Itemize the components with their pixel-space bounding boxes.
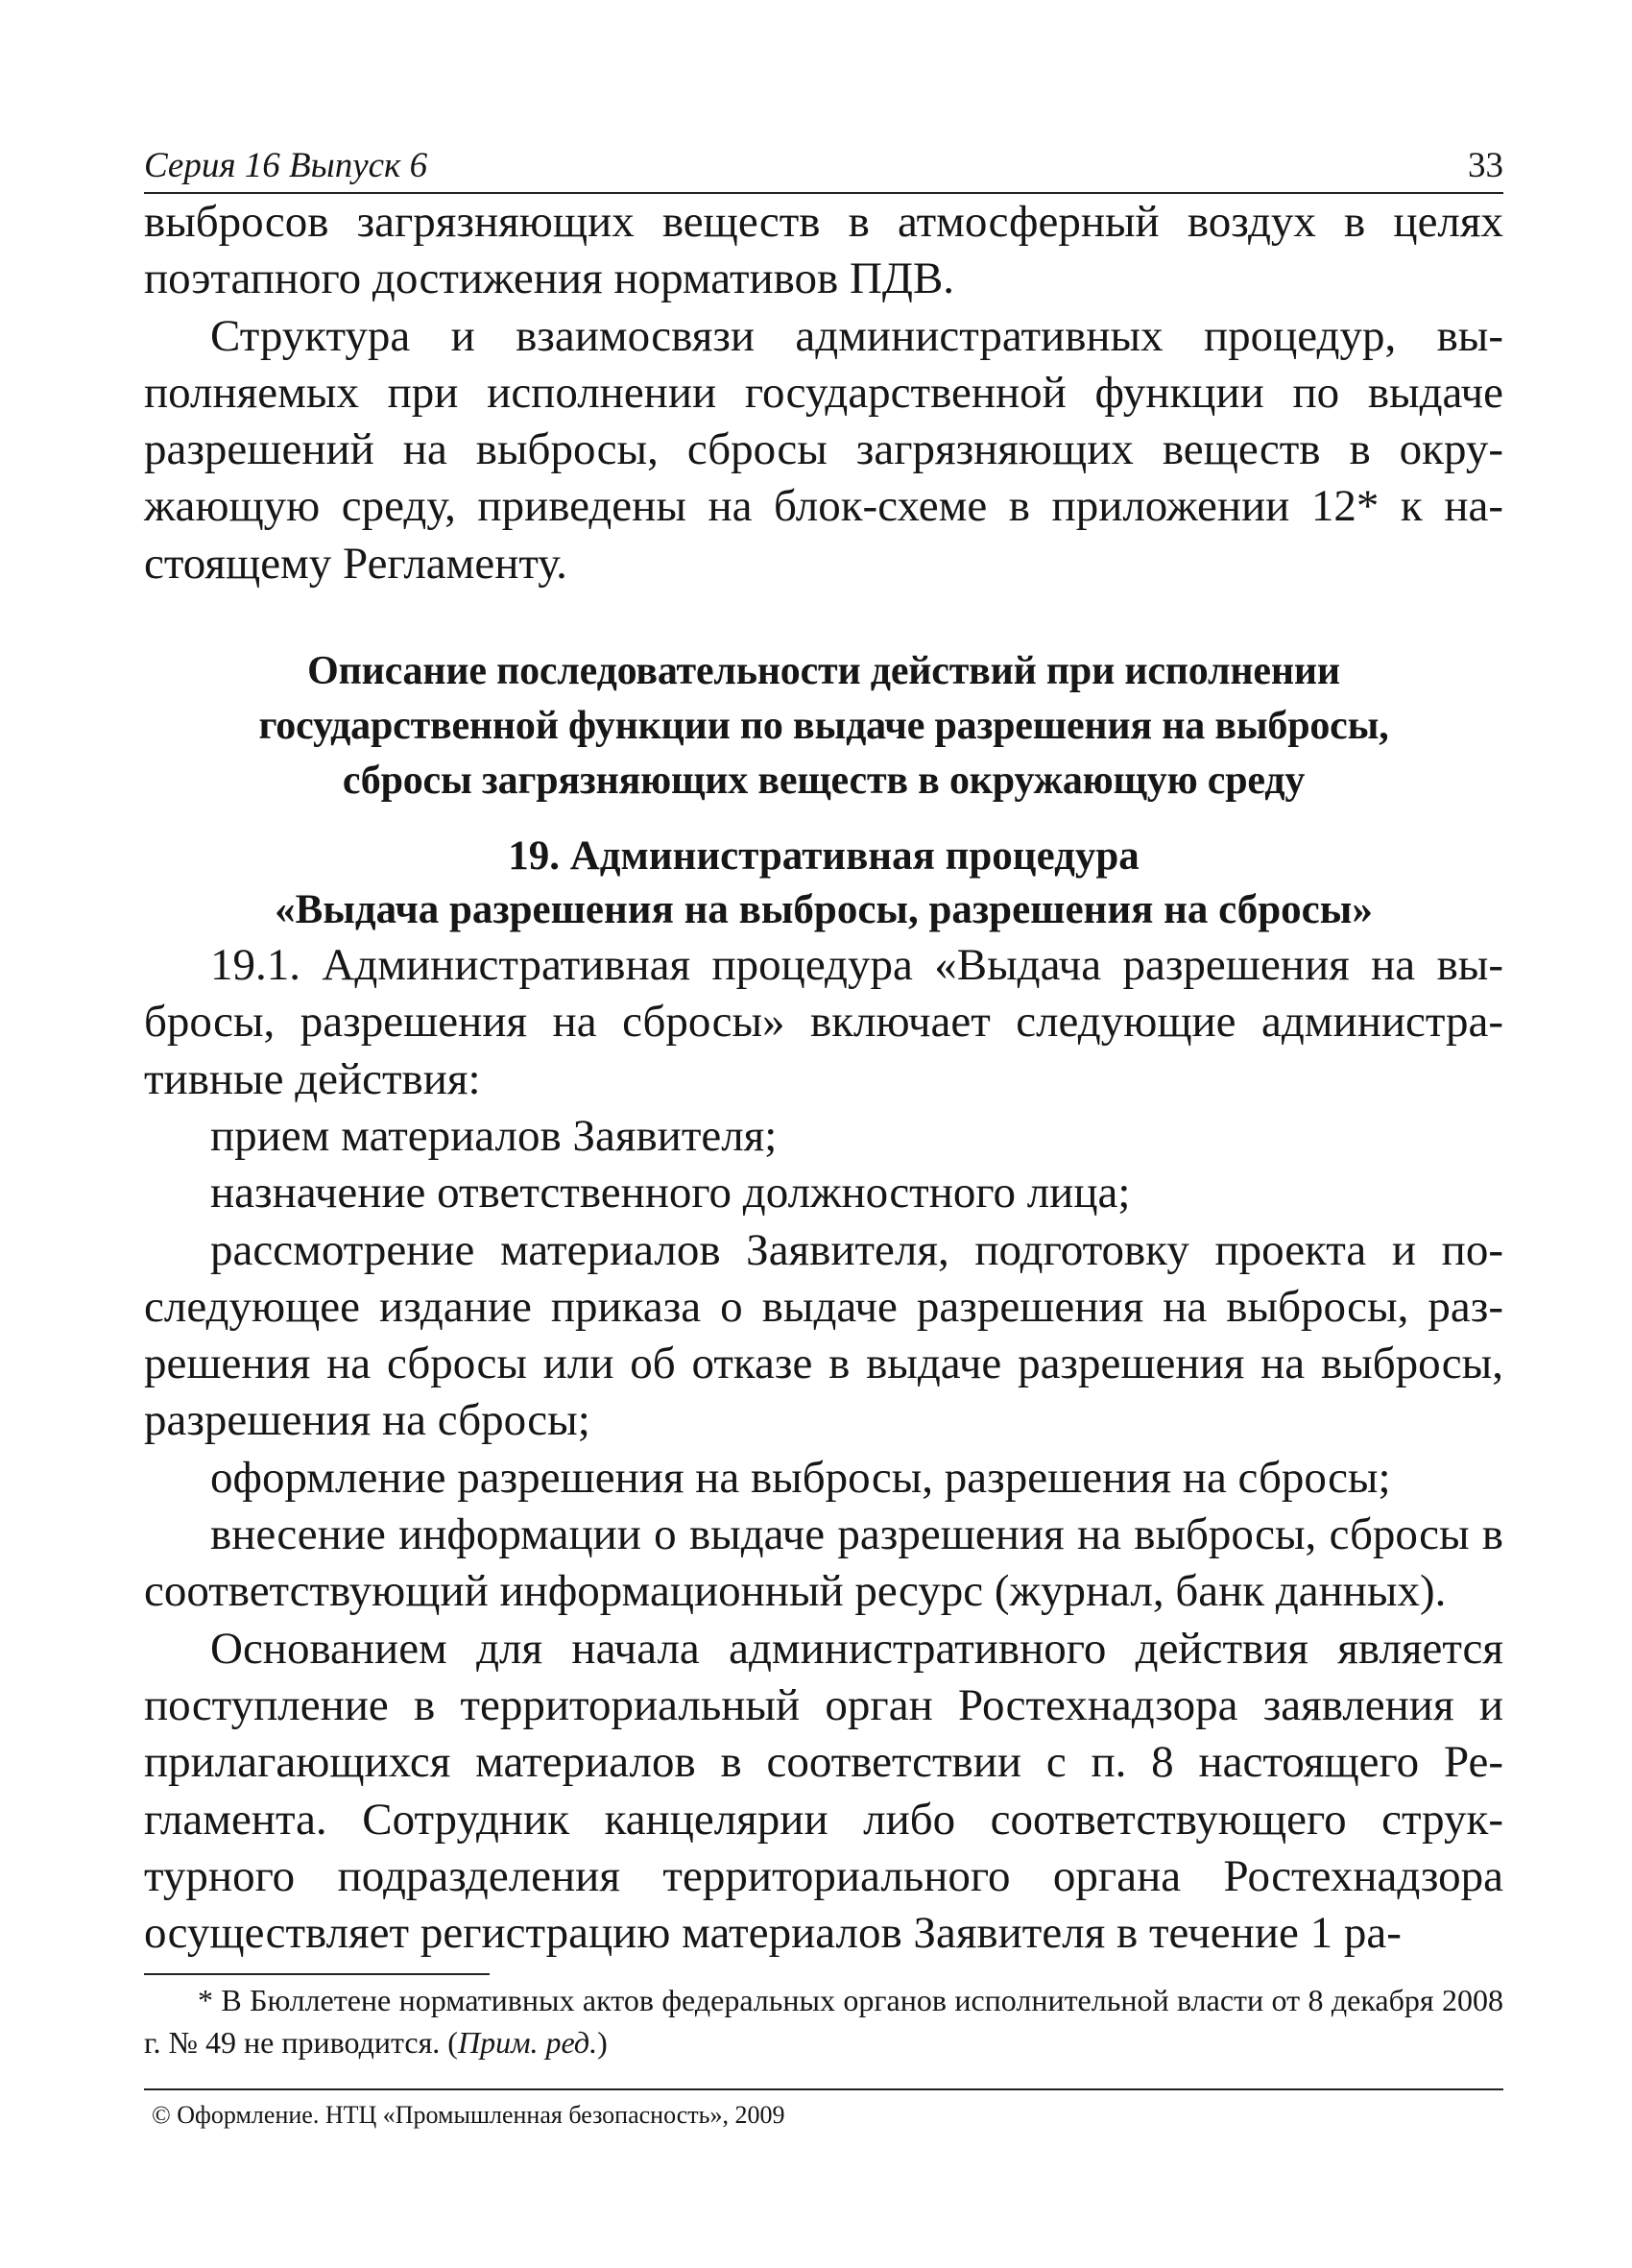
paragraph-structure: Структура и взаимосвязи административных процедур, выполняемых при исполнении государственной функции по выдаче разрешений на выбросы, сбросы загрязняющих веществ в окружающую среду, приведены на блок-схеме в приложении 12* к настоящему Регламенту. (144, 310, 1503, 589)
action-item: прием материалов Заявителя; (210, 1110, 778, 1161)
footnote-text: * В Бюллетене нормативных актов федеральных органов исполнительной власти от 8 декабря 2008 г. № 49 не приводится. ( (144, 1983, 1503, 2061)
paragraph-19-1: 19.1. Административная процедура «Выдача разрешения на выбросы, разрешения на сбросы» включает следующие административные действия: (144, 940, 1503, 1104)
series-title: Серия 16 Выпуск 6 (144, 146, 428, 185)
footnote-divider (144, 1973, 490, 1975)
paragraph-intro: выбросов загрязняющих веществ в атмосферный воздух в целях поэтапного достижения нормативов ПДВ. (144, 197, 1503, 304)
paragraph-basis: Основанием для начала административного действия является поступление в территориальный орган Ростехнадзора заявления и прилагающихся материалов в соответствии с п. 8 настоящего Регламента. Сотрудник канцелярии либо соответствующего структурного подразделения территориального органа Ростехнадзора осуществляет регистрацию материалов Заявителя в течение 1 ра- (144, 1623, 1503, 1959)
action-item: оформление разрешения на выбросы, разрешения на сбросы; (210, 1452, 1391, 1503)
action-item: назначение ответственного должностного лица; (210, 1168, 1131, 1218)
section-heading-line: государственной функции по выдаче разрешения на выбросы, (258, 704, 1389, 749)
procedure-heading-line: «Выдача разрешения на выбросы, разрешения на сбросы» (275, 887, 1373, 933)
section-heading-line: сбросы загрязняющих веществ в окружающую среду (342, 759, 1306, 804)
footnote (144, 1979, 1503, 2063)
action-item: внесение информации о выдаче разрешения на выбросы, сбросы в соответствующий информационный ресурс (журнал, банк данных). (144, 1509, 1503, 1617)
procedure-heading-line: 19. Административная процедура (508, 833, 1140, 880)
page-number: 33 (1468, 146, 1503, 185)
colophon-divider (144, 2088, 1503, 2090)
colophon: © Оформление. НТЦ «Промышленная безопасность», 2009 (152, 2101, 785, 2130)
section-heading-line: Описание последовательности действий при исполнении (307, 649, 1340, 694)
footnote-close: ) (597, 2025, 608, 2061)
procedure-text (144, 937, 1503, 1962)
main-text (144, 194, 1503, 592)
document-page (144, 144, 1503, 2133)
action-item: рассмотрение материалов Заявителя, подготовку проекта и последующее издание приказа о выдаче разрешения на выбросы, разрешения на сбросы или об отказе в выдаче разрешения на выбросы, разрешения на сбросы; (144, 1224, 1503, 1446)
section-heading (144, 644, 1503, 808)
footnote-editor-note: Прим. ред. (457, 2025, 598, 2061)
running-header (144, 144, 1503, 194)
procedure-heading (144, 830, 1503, 937)
